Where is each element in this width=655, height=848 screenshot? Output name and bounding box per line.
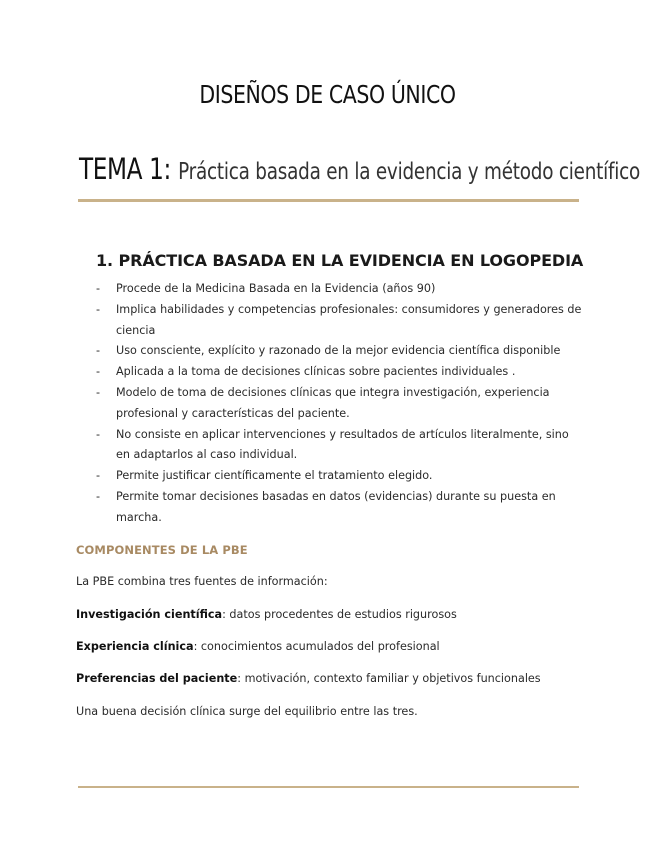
list-item-text: Procede de la Medicina Basada en la Evidencia (años 90) bbox=[116, 282, 436, 295]
list-item-text: Aplicada a la toma de decisiones clínicas sobre pacientes individuales . bbox=[116, 365, 516, 379]
document-title: DISEÑOS DE CASO ÚNICO bbox=[199, 80, 456, 109]
list-item-text: No consiste en aplicar intervenciones y resultados de artículos literalmente, sino en adaptarlos al caso individual. bbox=[116, 427, 569, 462]
component-term: Investigación científica bbox=[76, 608, 223, 621]
section-heading: 1. PRÁCTICA BASADA EN LA EVIDENCIA EN LOGOPEDIA bbox=[96, 251, 584, 270]
components-heading: COMPONENTES DE LA PBE bbox=[76, 543, 248, 557]
component-term: Experiencia clínica bbox=[76, 640, 194, 653]
header-divider bbox=[78, 199, 579, 202]
list-item bbox=[96, 383, 586, 425]
component-term: Preferencias del paciente bbox=[76, 672, 238, 685]
bullet-marker: - bbox=[96, 282, 101, 295]
list-item-text: Permite justificar científicamente el tratamiento elegido. bbox=[116, 469, 433, 483]
list-item bbox=[96, 300, 586, 342]
bullet-marker: - bbox=[96, 469, 101, 483]
bullet-marker: - bbox=[96, 489, 101, 503]
tema-label: TEMA 1: bbox=[79, 152, 171, 186]
components-conclusion: Una buena decisión clínica surge del equilibrio entre las tres. bbox=[76, 705, 418, 718]
list-item bbox=[96, 487, 586, 529]
bullet-marker: - bbox=[96, 365, 101, 379]
bullet-marker: - bbox=[96, 302, 101, 316]
components-intro: La PBE combina tres fuentes de información: bbox=[76, 575, 328, 588]
list-item-text: Permite tomar decisiones basadas en datos (evidencias) durante su puesta en marcha. bbox=[116, 489, 556, 524]
component-item-experience bbox=[76, 640, 596, 653]
tema-subtitle: Práctica basada en la evidencia y método científico bbox=[178, 159, 640, 185]
component-description: : datos procedentes de estudios rigurosos bbox=[222, 608, 457, 621]
list-item-text: Uso consciente, explícito y razonado de la mejor evidencia científica disponible bbox=[116, 344, 561, 358]
component-item-research bbox=[76, 608, 596, 621]
bullet-marker: - bbox=[96, 344, 101, 358]
list-item bbox=[96, 425, 586, 467]
footer-divider bbox=[78, 786, 579, 788]
bullet-list bbox=[96, 279, 586, 529]
list-item bbox=[96, 362, 586, 383]
component-item-preferences bbox=[76, 672, 596, 685]
list-item bbox=[96, 341, 586, 362]
list-item bbox=[96, 466, 586, 487]
list-item bbox=[96, 279, 586, 300]
bullet-marker: - bbox=[96, 385, 101, 399]
list-item-text: Implica habilidades y competencias profesionales: consumidores y generadores de ciencia bbox=[116, 302, 582, 337]
component-description: : motivación, contexto familiar y objetivos funcionales bbox=[237, 672, 541, 685]
tema-header bbox=[79, 152, 640, 186]
component-description: : conocimientos acumulados del profesional bbox=[193, 640, 440, 653]
bullet-marker: - bbox=[96, 427, 101, 441]
list-item-text: Modelo de toma de decisiones clínicas que integra investigación, experiencia profesional y características del paciente. bbox=[116, 385, 550, 420]
